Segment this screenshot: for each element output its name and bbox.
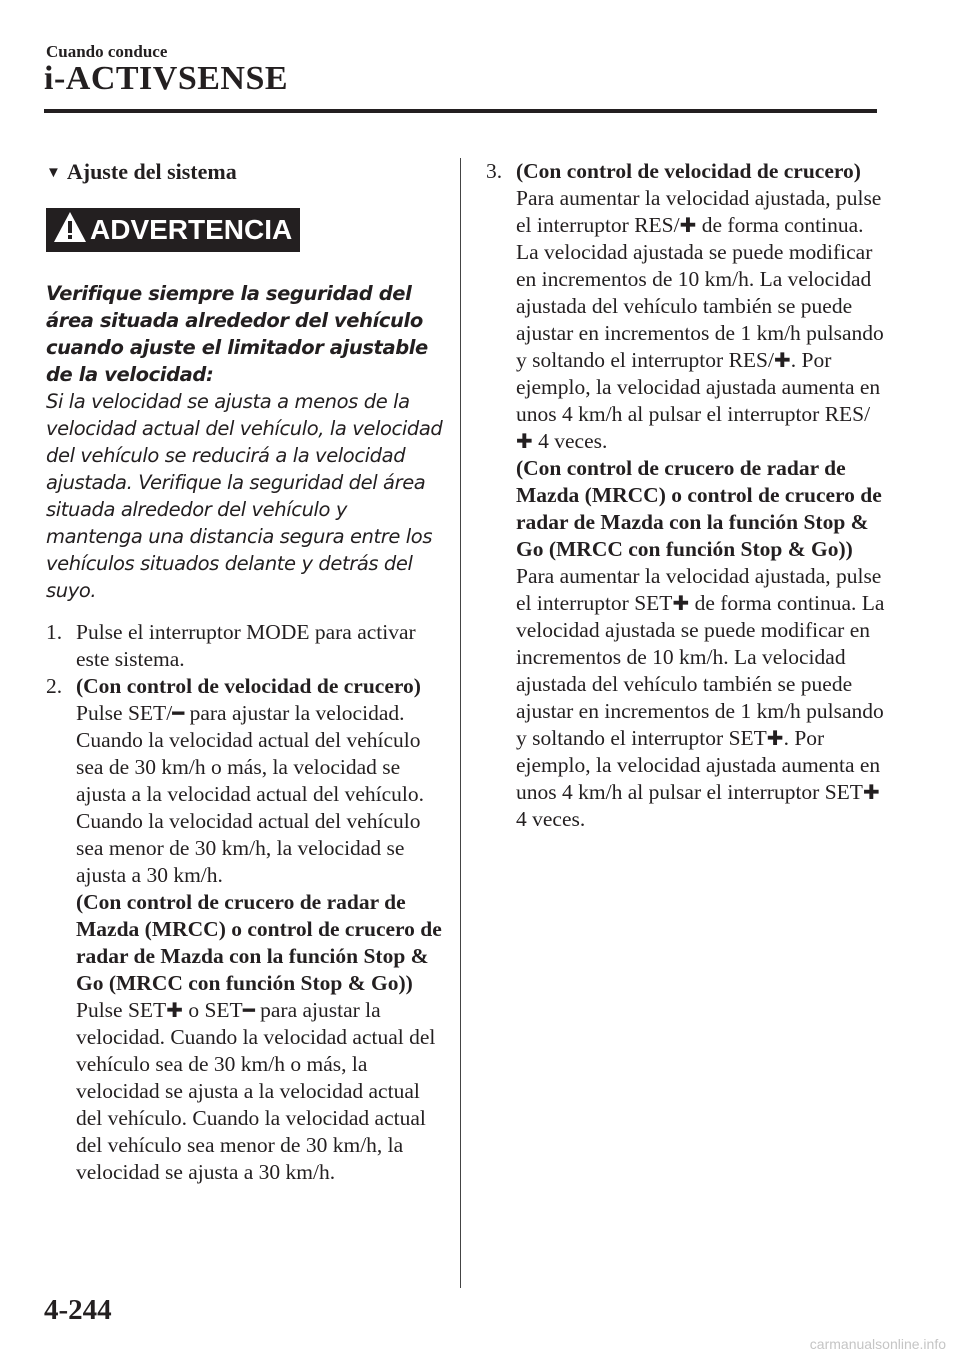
warning-text — [46, 280, 446, 604]
triangle-bullet-icon: ▼ — [46, 165, 61, 181]
left-column — [46, 158, 446, 1186]
list-item — [46, 619, 446, 673]
warning-lead: Verifique siempre la seguridad del área situada alrededor del vehículo cuando ajuste el limitador ajustable de la velocidad: — [46, 282, 428, 386]
step-text: Pulse el interruptor MODE para activar este sistema. — [76, 620, 416, 671]
minus-icon: ━ — [172, 701, 185, 725]
plus-icon: ✚ — [862, 780, 880, 804]
step-condition: (Con control de velocidad de crucero) — [76, 674, 421, 698]
header-rule — [44, 109, 877, 113]
step-text: Pulse SET✚ o SET━ para ajustar la velocidad. Cuando la velocidad actual del vehículo sea de 30 km/h o más, la velocidad se ajusta a la velocidad actual del vehículo. Cuando la velocidad actual del vehículo sea menor de 30 km/h, la velocidad se ajusta a 30 km/h. — [76, 998, 436, 1184]
plus-icon: ✚ — [166, 998, 183, 1022]
step-number: 2. — [46, 674, 63, 698]
step-number: 1. — [46, 620, 63, 644]
list-item — [486, 158, 886, 833]
warning-triangle-icon — [52, 210, 88, 244]
plus-icon: ✚ — [516, 429, 533, 453]
section-heading: ▼ Ajuste del sistema — [46, 159, 237, 184]
plus-icon: ✚ — [773, 348, 791, 372]
right-column — [486, 158, 886, 833]
step-text: Para aumentar la velocidad ajustada, pulse el interruptor RES/✚ de forma continua. La velocidad ajustada se puede modificar en incrementos de 10 km/h. La velocidad ajustada del vehículo también se puede ajustar en incrementos de 1 km/h pulsando y soltando el interruptor RES/✚. Por ejemplo, la velocidad ajustada aumenta en unos 4 km/h al pulsar el interruptor RES/✚ 4 veces. — [516, 186, 884, 453]
warning-label: ADVERTENCIA — [46, 208, 300, 252]
header-section: Cuando conduce — [46, 42, 168, 61]
step-text: Pulse SET/━ para ajustar la velocidad. Cuando la velocidad actual del vehículo sea de 30 km/h o más, la velocidad se ajusta a la velocidad actual del vehículo. Cuando la velocidad actual del vehículo sea menor de 30 km/h, la velocidad se ajusta a 30 km/h. — [76, 701, 425, 887]
column-divider — [460, 158, 461, 1288]
minus-icon: ━ — [242, 998, 255, 1022]
step-condition: (Con control de crucero de radar de Mazda (MRCC) o control de crucero de radar de Mazda con la función Stop & Go (MRCC con función Stop & Go)) — [516, 456, 882, 561]
step-condition: (Con control de velocidad de crucero) — [516, 159, 861, 183]
plus-icon: ✚ — [766, 726, 784, 750]
step-number: 3. — [486, 159, 503, 183]
page-title: i-ACTIVSENSE — [44, 60, 289, 97]
plus-icon: ✚ — [672, 591, 690, 615]
list-item — [46, 673, 446, 1186]
plus-icon: ✚ — [679, 213, 697, 237]
step-condition: (Con control de crucero de radar de Mazda (MRCC) o control de crucero de radar de Mazda con la función Stop & Go (MRCC con función Stop & Go)) — [76, 890, 442, 995]
page-number: 4-244 — [44, 1294, 112, 1326]
warning-body: Si la velocidad se ajusta a menos de la velocidad actual del vehículo, la velocidad del vehículo se reducirá a la velocidad ajustada. Verifique la seguridad del área situada alrededor del vehículo y mantenga una distancia segura entre los vehículos situados delante y detrás del suyo. — [46, 390, 443, 602]
step-text: Para aumentar la velocidad ajustada, pulse el interruptor SET✚ de forma continua. La velocidad ajustada se puede modificar en incrementos de 10 km/h. La velocidad ajustada del vehículo también se puede ajustar en incrementos de 1 km/h pulsando y soltando el interruptor SET✚. Por ejemplo, la velocidad ajustada aumenta en unos 4 km/h al pulsar el interruptor SET✚ 4 veces. — [516, 564, 885, 831]
watermark[interactable]: carmanualsonline.info — [809, 1336, 946, 1352]
